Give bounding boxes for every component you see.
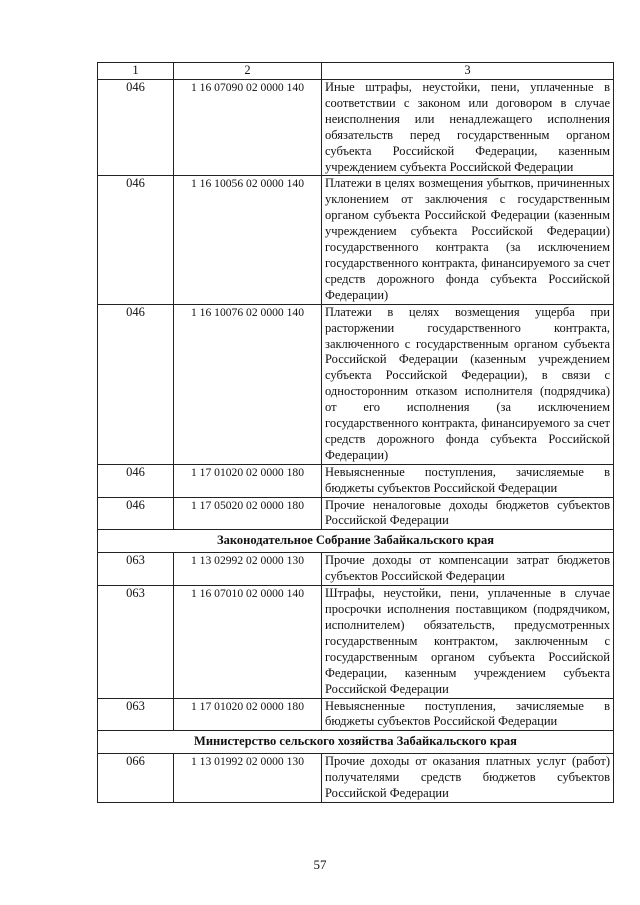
revenue-code-cell: 1 17 05020 02 0000 180 — [174, 497, 322, 530]
admin-code-cell: 063 — [98, 586, 174, 698]
revenue-code-cell: 1 16 07010 02 0000 140 — [174, 586, 322, 698]
revenue-description-cell: Штрафы, неустойки, пени, уплаченные в случае просрочки исполнения поставщиком (подрядчиком, исполнителем) обязательств, предусмотренных государственным контрактом, заключенным с государственным органом субъекта Российской Федерации, казенным учреждением субъекта Российской Федерации — [322, 586, 614, 698]
column-header: 2 — [174, 63, 322, 80]
revenue-description-cell: Прочие неналоговые доходы бюджетов субъектов Российской Федерации — [322, 497, 614, 530]
section-title: Министерство сельского хозяйства Забайкальского края — [98, 731, 614, 754]
revenue-code-cell: 1 16 07090 02 0000 140 — [174, 80, 322, 176]
revenue-code-cell: 1 16 10076 02 0000 140 — [174, 304, 322, 464]
revenue-code-cell: 1 13 01992 02 0000 130 — [174, 754, 322, 803]
table-row — [98, 497, 614, 530]
table-row — [98, 176, 614, 304]
revenue-code-cell: 1 16 10056 02 0000 140 — [174, 176, 322, 304]
revenue-codes-table — [97, 62, 614, 803]
column-header: 1 — [98, 63, 174, 80]
admin-code-cell: 046 — [98, 80, 174, 176]
admin-code-cell: 046 — [98, 304, 174, 464]
table-header-row — [98, 63, 614, 80]
table-row — [98, 553, 614, 586]
section-title: Законодательное Собрание Забайкальского края — [98, 530, 614, 553]
revenue-description-cell: Прочие доходы от компенсации затрат бюджетов субъектов Российской Федерации — [322, 553, 614, 586]
section-header-row — [98, 530, 614, 553]
admin-code-cell: 063 — [98, 553, 174, 586]
table-row — [98, 754, 614, 803]
page-number: 57 — [313, 857, 327, 872]
revenue-code-cell: 1 13 02992 02 0000 130 — [174, 553, 322, 586]
revenue-description-cell: Невыясненные поступления, зачисляемые в бюджеты субъектов Российской Федерации — [322, 464, 614, 497]
section-header-row — [98, 731, 614, 754]
revenue-description-cell: Платежи в целях возмещения убытков, причиненных уклонением от заключения с государственным органом субъекта Российской Федерации (казенным учреждением субъекта Российской Федерации) государственного контракта (за исключением государственного контракта, финансируемого за счет средств дорожного фонда субъекта Российской Федерации) — [322, 176, 614, 304]
revenue-description-cell: Невыясненные поступления, зачисляемые в бюджеты субъектов Российской Федерации — [322, 698, 614, 731]
revenue-code-cell: 1 17 01020 02 0000 180 — [174, 698, 322, 731]
revenue-description-cell: Иные штрафы, неустойки, пени, уплаченные в соответствии с законом или договором в случае неисполнения или ненадлежащего исполнения обязательств перед государственным органом субъекта Российской Федерации, казенным учреждением субъекта Российской Федерации — [322, 80, 614, 176]
admin-code-cell: 066 — [98, 754, 174, 803]
admin-code-cell: 046 — [98, 464, 174, 497]
column-header: 3 — [322, 63, 614, 80]
admin-code-cell: 046 — [98, 176, 174, 304]
revenue-code-cell: 1 17 01020 02 0000 180 — [174, 464, 322, 497]
table-row — [98, 464, 614, 497]
revenue-description-cell: Прочие доходы от оказания платных услуг (работ) получателями средств бюджетов субъектов Российской Федерации — [322, 754, 614, 803]
table-row — [98, 586, 614, 698]
revenue-description-cell: Платежи в целях возмещения ущерба при расторжении государственного контракта, заключенного с государственным органом субъекта Российской Федерации (казенным учреждением субъекта Российской Федерации), в связи с односторонним отказом исполнителя (подрядчика) от его исполнения (за исключением государственного контракта, финансируемого за счет средств дорожного фонда субъекта Российской Федерации) — [322, 304, 614, 464]
table-row — [98, 304, 614, 464]
admin-code-cell: 046 — [98, 497, 174, 530]
admin-code-cell: 063 — [98, 698, 174, 731]
table-row — [98, 698, 614, 731]
table-row — [98, 80, 614, 176]
